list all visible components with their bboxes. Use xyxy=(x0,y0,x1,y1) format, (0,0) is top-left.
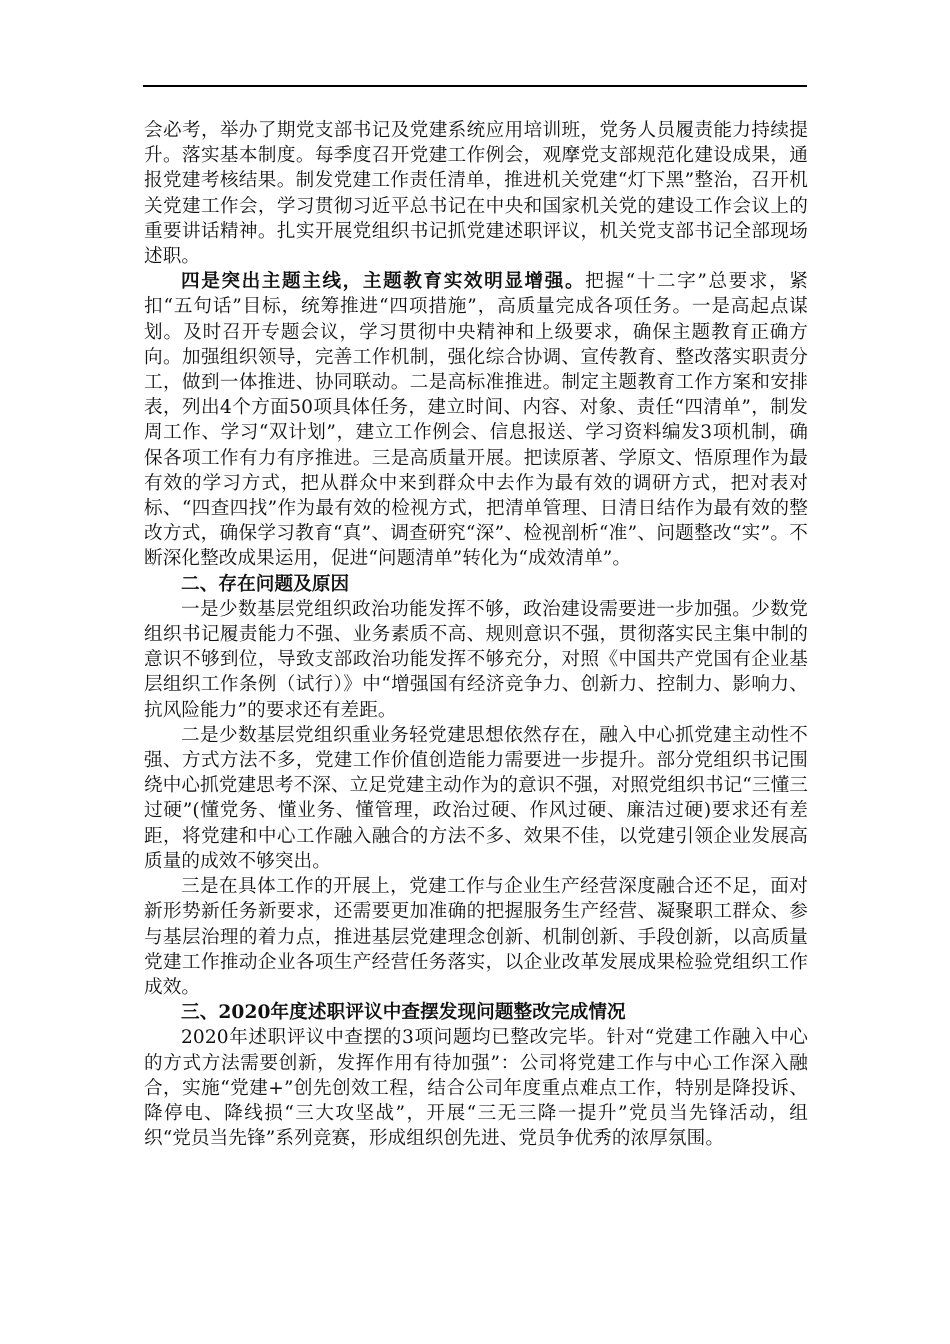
section-heading-rectification xyxy=(144,1000,808,1025)
paragraph-problem-3 xyxy=(144,874,808,1000)
paragraph-lead: 四是突出主题主线，主题教育实效明显增强。 xyxy=(181,271,586,293)
paragraph-text: 三是在具体工作的开展上，党建工作与企业生产经营深度融合还不足，面对新形势新任务新要求，还需要更加准确的把握服务生产经营、凝聚职工群众、参与基层治理的着力点，推进基层党建理念创新、机制创新、手段创新，以高质量党建工作推动企业各项生产经营任务落实，以企业改革发展成果检验党组织工作成效。 xyxy=(144,876,808,998)
document-body xyxy=(144,118,808,1151)
paragraph-text: 一是少数基层党组织政治功能发挥不够，政治建设需要进一步加强。少数党组织书记履责能力不强、业务素质不高、规则意识不强，贯彻落实民主集中制的意识不够到位，导致支部政治功能发挥不够充分，对照《中国共产党国有企业基层组织工作条例（试行）》中“增强国有经济竞争力、创新力、控制力、影响力、抗风险能力”的要求还有差距。 xyxy=(144,598,808,721)
header-rule xyxy=(143,85,807,87)
paragraph-continuation xyxy=(144,118,808,269)
paragraph-problem-1 xyxy=(144,597,808,723)
paragraph-rectification xyxy=(144,1025,808,1151)
paragraph-theme-education xyxy=(144,269,808,571)
paragraph-text: 会必考，举办了期党支部书记及党建系统应用培训班，党务人员履责能力持续提升。落实基本制度。每季度召开党建工作例会，观摩党支部规范化建设成果，通报党建考核结果。制发党建工作责任清单，推进机关党建“灯下黑”整治，召开机关党建工作会，学习贯彻习近平总书记在中央和国家机关党的建设工作会议上的重要讲话精神。扎实开展党组织书记抓党建述职评议，机关党支部书记全部现场述职。 xyxy=(144,120,808,268)
paragraph-text: 二是少数基层党组织重业务轻党建思想依然存在，融入中心抓党建主动性不强、方式方法不多，党建工作价值创造能力需要进一步提升。部分党组织书记围绕中心抓党建思考不深、立足党建主动作为的意识不强，对照党组织书记“三懂三过硬”(懂党务、懂业务、懂管理，政治过硬、作风过硬、廉洁过硬)要求还有差距，将党建和中心工作融入融合的方法不多、效果不佳，以党建引领企业发展高质量的成效不够突出。 xyxy=(144,724,808,872)
section-heading-text: 三、2020年度述职评议中查摆发现问题整改完成情况 xyxy=(181,1002,626,1024)
section-heading-problems xyxy=(144,572,808,597)
paragraph-text: 把握“十二字”总要求，紧扣“五句话”目标，统筹推进“四项措施”，高质量完成各项任务。一是高起点谋划。及时召开专题会议，学习贯彻中央精神和上级要求，确保主题教育正确方向。加强组织领导，完善工作机制，强化综合协调、宣传教育、整改落实职责分工，做到一体推进、协同联动。二是高标准推进。制定主题教育工作方案和安排表，列出4个方面50项具体任务，建立时间、内容、对象、责任“四清单”，制发周工作、学习“双计划”，建立工作例会、信息报送、学习资料编发3项机制，确保各项工作有力有序推进。三是高质量开展。把读原著、学原文、悟原理作为最有效的学习方式，把从群众中来到群众中去作为最有效的调研方式，把对表对标、“四查四找”作为最有效的检视方式，把清单管理、日清日结作为最有效的整改方式，确保学习教育“真”、调查研究“深”、检视剖析“准”、问题整改“实”。不断深化整改成果运用，促进“问题清单”转化为“成效清单”。 xyxy=(144,271,808,570)
section-heading-text: 二、存在问题及原因 xyxy=(181,573,350,595)
paragraph-problem-2 xyxy=(144,723,808,874)
paragraph-text: 2020年述职评议中查摆的3项问题均已整改完毕。针对“党建工作融入中心的方式方法需要创新，发挥作用有待加强”：公司将党建工作与中心工作深入融合，实施“党建+”创先创效工程，结合公司年度重点难点工作，特别是降投诉、降停电、降线损“三大攻坚战”，开展“三无三降一提升”党员当先锋活动，组织“党员当先锋”系列竞赛，形成组织创先进、党员争优秀的浓厚氛围。 xyxy=(144,1027,808,1150)
